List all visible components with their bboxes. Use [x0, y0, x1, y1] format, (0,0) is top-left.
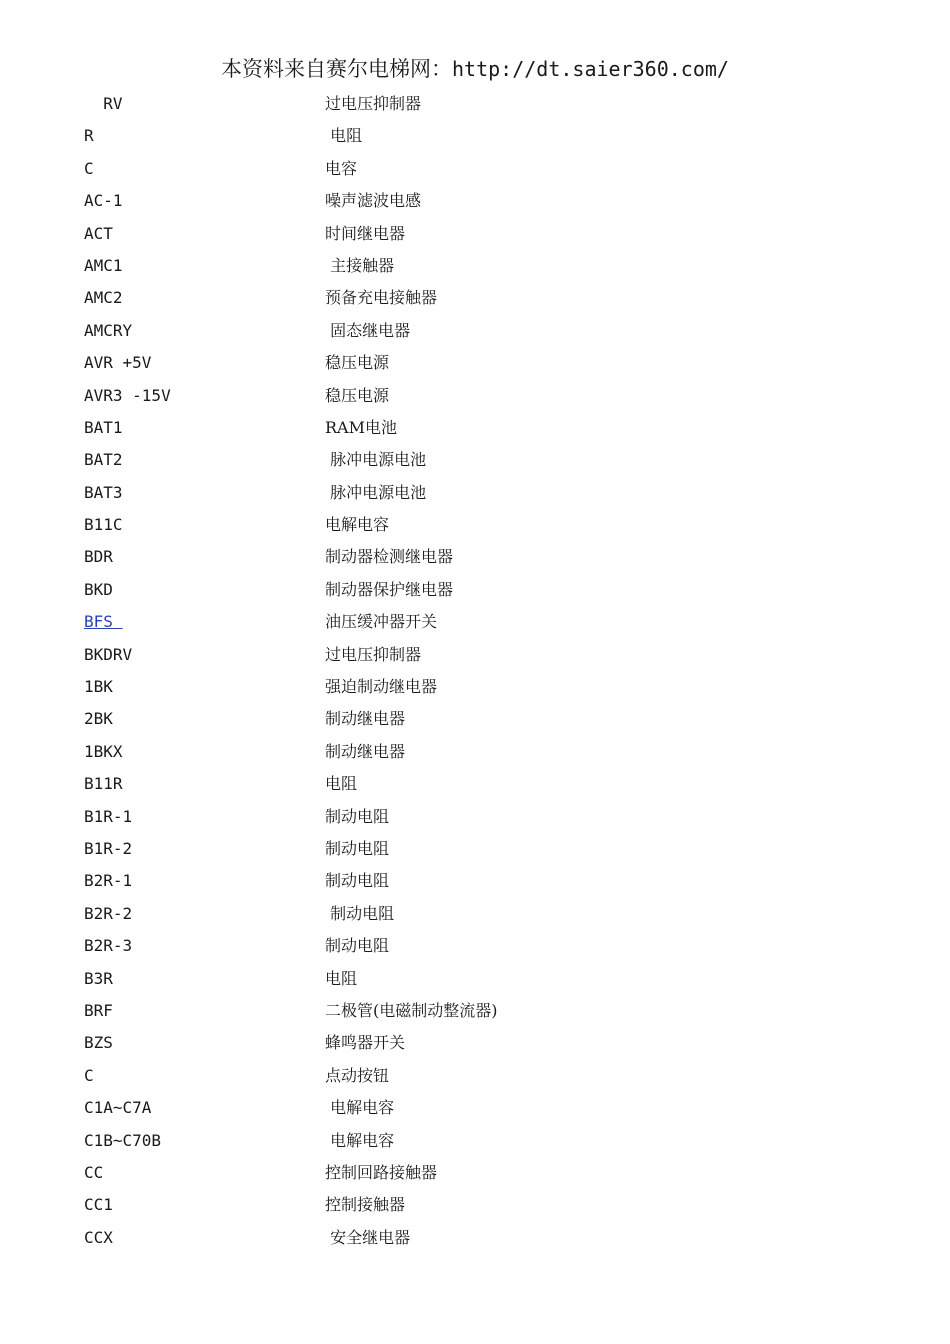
item-description: 制动器保护继电器 — [325, 579, 454, 599]
item-code-link[interactable]: BFS — [84, 612, 123, 632]
item-description: 控制接触器 — [325, 1195, 406, 1215]
item-code: AVR +5V — [84, 353, 152, 373]
item-description: 油压缓冲器开关 — [325, 612, 438, 632]
item-description: 制动电阻 — [325, 871, 390, 891]
list-item — [84, 250, 884, 282]
list-item — [84, 1092, 884, 1124]
item-description: 电解电容 — [325, 1098, 395, 1118]
item-code: B2R-1 — [84, 871, 133, 891]
list-item — [84, 898, 884, 930]
code-list — [84, 88, 884, 1254]
item-description: 脉冲电源电池 — [325, 450, 427, 470]
list-item — [84, 801, 884, 833]
item-code: B3R — [84, 968, 113, 988]
list-item — [84, 671, 884, 703]
item-description: 电阻 — [325, 126, 363, 146]
list-item — [84, 509, 884, 541]
item-description: 噪声滤波电感 — [325, 191, 422, 211]
item-description: 电解电容 — [325, 1130, 395, 1150]
item-description: 电阻 — [325, 968, 358, 988]
item-description: 电容 — [325, 158, 358, 178]
item-code: C1A~C7A — [84, 1098, 152, 1118]
list-item — [84, 120, 884, 152]
item-code: BRF — [84, 1000, 113, 1020]
item-description: 控制回路接触器 — [325, 1162, 438, 1182]
item-description: 预备充电接触器 — [325, 288, 438, 308]
item-description: 脉冲电源电池 — [325, 482, 427, 502]
item-code: 1BKX — [84, 741, 123, 761]
list-item — [84, 380, 884, 412]
item-description: 制动器检测继电器 — [325, 547, 454, 567]
item-description: 制动电阻 — [325, 903, 395, 923]
list-item — [84, 1027, 884, 1059]
list-item — [84, 88, 884, 120]
list-item — [84, 218, 884, 250]
item-description: 强迫制动继电器 — [325, 677, 438, 697]
item-code: C1B~C70B — [84, 1130, 162, 1150]
list-item — [84, 639, 884, 671]
header-title: 本资料来自赛尔电梯网： — [221, 57, 453, 81]
list-item — [84, 1222, 884, 1254]
item-code: BKD — [84, 579, 113, 599]
item-code: B11R — [84, 774, 123, 794]
item-description: 固态继电器 — [325, 320, 411, 340]
item-code: BDR — [84, 547, 113, 567]
item-code: AVR3 -15V — [84, 385, 171, 405]
item-code: 2BK — [84, 709, 113, 729]
item-description: 过电压抑制器 — [325, 94, 422, 113]
item-description: 制动继电器 — [325, 741, 406, 761]
list-item — [84, 477, 884, 509]
list-item — [84, 995, 884, 1027]
item-description: 电解电容 — [325, 515, 390, 535]
list-item — [84, 347, 884, 379]
list-item — [84, 736, 884, 768]
list-item — [84, 153, 884, 185]
list-item — [84, 315, 884, 347]
item-code: B1R-1 — [84, 806, 133, 826]
item-description: 点动按钮 — [325, 1065, 390, 1085]
item-description: 制动电阻 — [325, 936, 390, 956]
item-description: 时间继电器 — [325, 223, 406, 243]
item-code: BAT2 — [84, 450, 123, 470]
item-description: 制动电阻 — [325, 806, 390, 826]
item-code: C — [84, 1065, 94, 1085]
item-description: 过电压抑制器 — [325, 644, 422, 664]
item-code: 1BK — [84, 677, 113, 697]
list-item — [84, 412, 884, 444]
list-item — [84, 703, 884, 735]
list-item — [84, 768, 884, 800]
item-description: 蜂鸣器开关 — [325, 1033, 406, 1053]
item-description: RAM电池 — [325, 417, 397, 437]
item-code: B2R-3 — [84, 936, 133, 956]
item-code: AMC1 — [84, 255, 123, 275]
list-item — [84, 541, 884, 573]
item-code: R — [84, 126, 94, 146]
item-code: CC1 — [84, 1195, 113, 1215]
item-code: AMC2 — [84, 288, 123, 308]
item-code: CCX — [84, 1227, 113, 1247]
list-item — [84, 930, 884, 962]
list-item — [84, 963, 884, 995]
list-item — [84, 1189, 884, 1221]
item-description: 二极管(电磁制动整流器) — [325, 1000, 498, 1020]
item-code: AMCRY — [84, 320, 133, 340]
header-url[interactable]: http://dt.saier360.com/ — [452, 57, 729, 81]
item-code: BKDRV — [84, 644, 133, 664]
item-description: 稳压电源 — [325, 385, 390, 405]
list-item — [84, 185, 884, 217]
item-code: ACT — [84, 223, 113, 243]
list-item — [84, 574, 884, 606]
list-item — [84, 1157, 884, 1189]
item-description: 电阻 — [325, 774, 358, 794]
list-item — [84, 444, 884, 476]
item-code: B1R-2 — [84, 838, 133, 858]
item-code: BAT1 — [84, 417, 123, 437]
item-description: 制动电阻 — [325, 838, 390, 858]
list-item — [84, 1060, 884, 1092]
item-description: 制动继电器 — [325, 709, 406, 729]
item-code: AC-1 — [84, 191, 123, 211]
page-header — [0, 54, 950, 84]
item-code: BZS — [84, 1033, 113, 1053]
list-item — [84, 1125, 884, 1157]
item-code: BAT3 — [84, 482, 123, 502]
list-item — [84, 606, 884, 638]
item-description: 稳压电源 — [325, 353, 390, 373]
item-description: 安全继电器 — [325, 1227, 411, 1247]
item-code: B2R-2 — [84, 903, 133, 923]
list-item — [84, 865, 884, 897]
list-item — [84, 833, 884, 865]
item-code: B11C — [84, 515, 123, 535]
item-code: C — [84, 158, 94, 178]
item-description: 主接触器 — [325, 255, 395, 275]
list-item — [84, 282, 884, 314]
item-code: CC — [84, 1162, 104, 1182]
item-code: RV — [84, 94, 123, 113]
